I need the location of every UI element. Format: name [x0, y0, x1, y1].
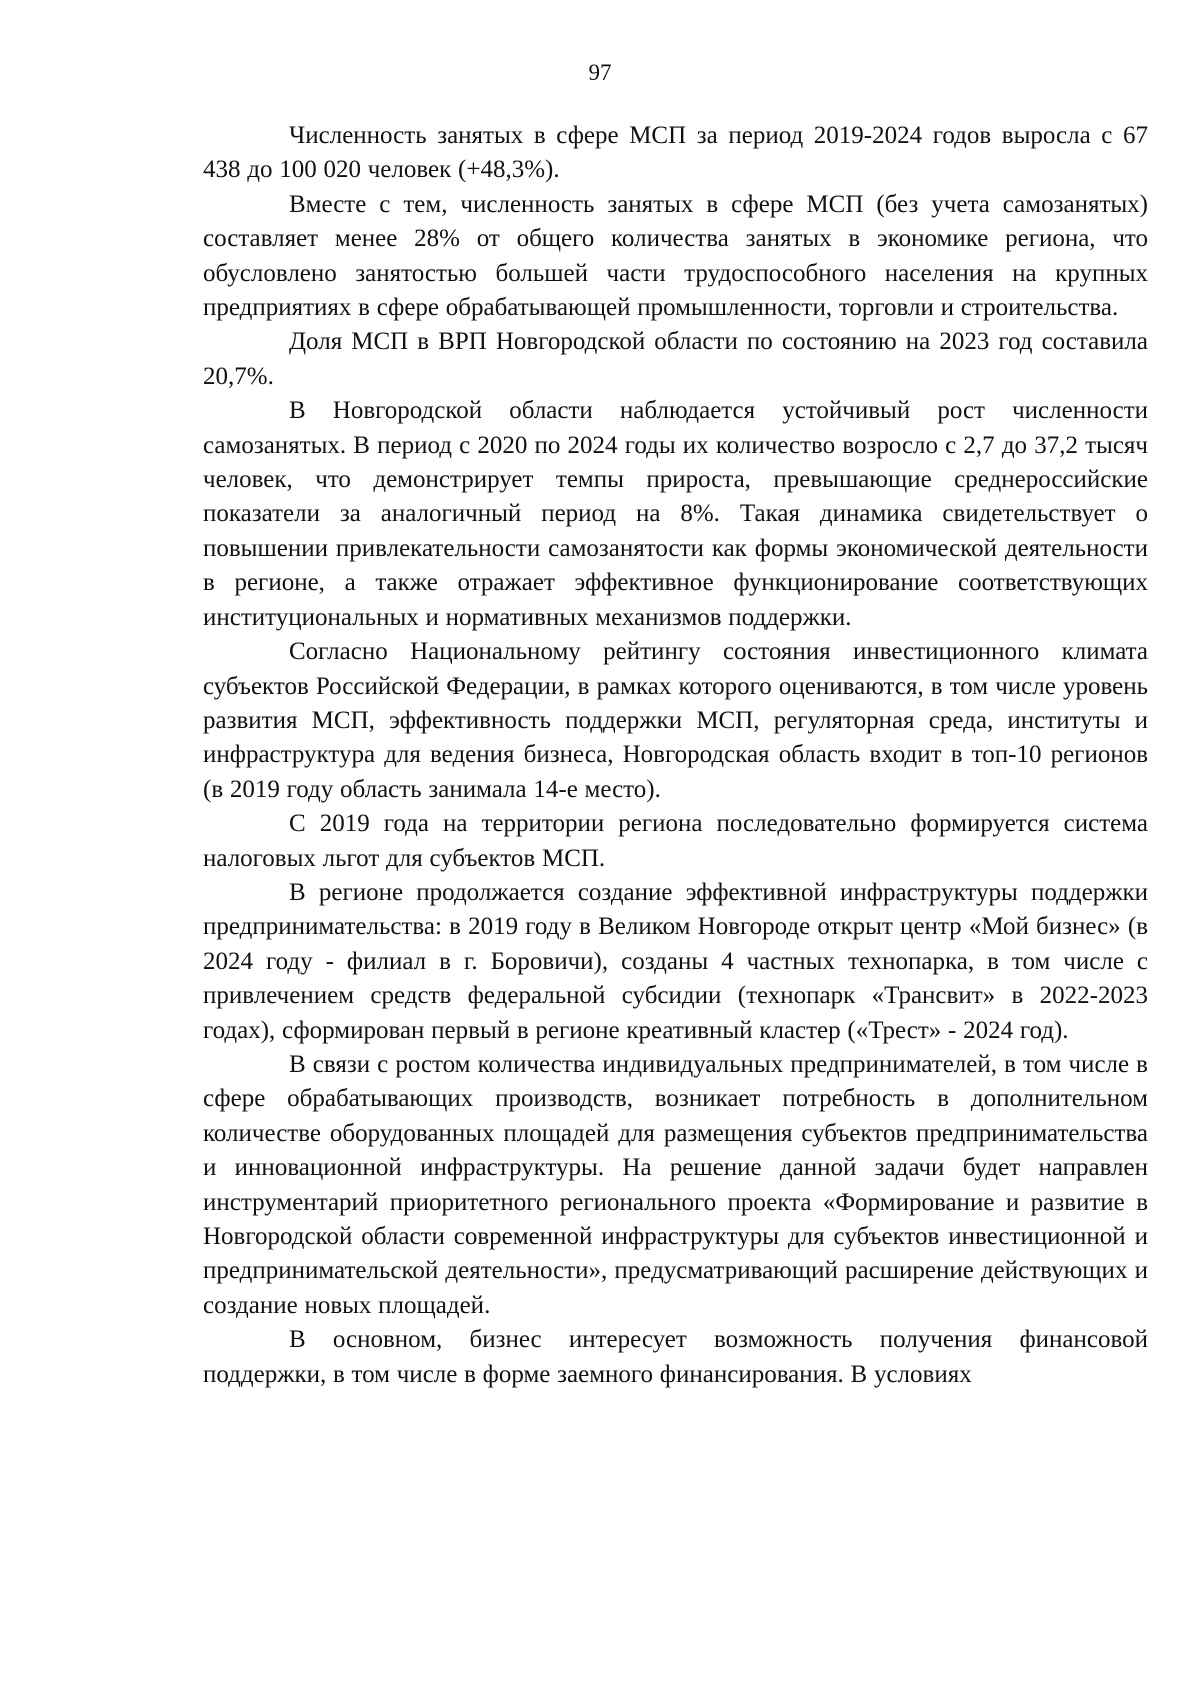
- paragraph-self-employed: В Новгородской области наблюдается устойчивый рост численности самозанятых. В период с 2020 по 2024 годы их количество возросло с 2,7 до 37,2 тысяч человек, что демонстрирует темпы прироста, превышающие среднероссийские показатели за аналогичный период на 8%. Такая динамика свидетельствует о повышении привлекательности самозанятости как формы экономической деятельности в регионе, а также отражает эффективное функционирование соответствующих институциональных и нормативных механизмов поддержки.: [203, 397, 1148, 631]
- paragraph-employment-growth: Численность занятых в сфере МСП за период 2019-2024 годов выросла с 67 438 до 100 020 человек (+48,3%).: [203, 122, 1148, 184]
- document-body: [203, 119, 1148, 1392]
- page-number: 97: [588, 60, 612, 85]
- paragraph-employment-share: Вместе с тем, численность занятых в сфере МСП (без учета самозанятых) составляет менее 28% от общего количества занятых в экономике региона, что обусловлено занятостью большей части трудоспособного населения на крупных предприятиях в сфере обрабатывающей промышленности, торговли и строительства.: [203, 190, 1148, 322]
- paragraph-financial-support: В основном, бизнес интересует возможность получения финансовой поддержки, в том числе в форме заемного финансирования. В условиях: [203, 1326, 1148, 1388]
- paragraph-grp-share: Доля МСП в ВРП Новгородской области по состоянию на 2023 год составила 20,7%.: [203, 328, 1148, 390]
- paragraph-premises-demand: В связи с ростом количества индивидуальных предпринимателей, в том числе в сфере обрабатывающих производств, возникает потребность в дополнительном количестве оборудованных площадей для размещения субъектов предпринимательства и инновационной инфраструктуры. На решение данной задачи будет направлен инструментарий приоритетного регионального проекта «Формирование и развитие в Новгородской области современной инфраструктуры для субъектов инвестиционной и предпринимательской деятельности», предусматривающий расширение действующих и создание новых площадей.: [203, 1050, 1148, 1319]
- paragraph-tax-benefits: С 2019 года на территории региона последовательно формируется система налоговых льгот для субъектов МСП.: [203, 810, 1148, 872]
- paragraph-infrastructure: В регионе продолжается создание эффективной инфраструктуры поддержки предпринимательства: в 2019 году в Великом Новгороде открыт центр «Мой бизнес» (в 2024 году - филиал в г. Боровичи), созданы 4 частных технопарка, в том числе с привлечением средств федеральной субсидии (технопарк «Трансвит» в 2022-2023 годах), сформирован первый в регионе креативный кластер («Трест» - 2024 год).: [203, 878, 1148, 1044]
- paragraph-investment-rating: Согласно Национальному рейтингу состояния инвестиционного климата субъектов Российской Федерации, в рамках которого оцениваются, в том числе уровень развития МСП, эффективность поддержки МСП, регуляторная среда, институты и инфраструктура для ведения бизнеса, Новгородская область входит в топ-10 регионов (в 2019 году область занимала 14-е место).: [203, 638, 1148, 803]
